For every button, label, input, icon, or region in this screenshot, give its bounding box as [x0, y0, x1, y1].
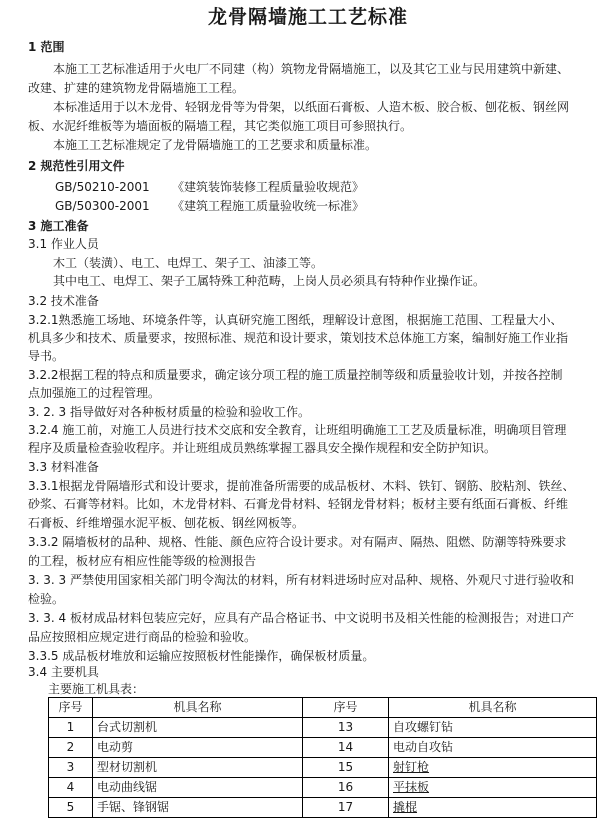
section-3-3-5: 3.3.5 成品板材堆放和运输应按照板材性能操作，确保板材质量。 — [28, 649, 375, 663]
tool-name-cell: 型材切割机 — [93, 758, 303, 778]
section-3-3-2-line-1: 3.3.2 隔墙板材的品种、规格、性能、颜色应符合设计要求。对有隔声、隔热、阻燃、防潮等特殊要求 — [28, 535, 567, 549]
serial-cell: 5 — [49, 798, 93, 818]
table-row — [49, 718, 597, 738]
section-3-3-1-line-1: 3.3.1根据龙骨隔墙形式和设计要求，提前准备所需要的成品板材、木料、铁钉、钢筋、胶粘剂、铁丝、 — [28, 479, 575, 493]
section-1-heading: 1 范围 — [28, 40, 65, 54]
tool-name-cell: 射钉枪 — [389, 758, 597, 778]
section-3-3-3-line-2: 检验。 — [28, 592, 65, 606]
table-header-row — [49, 698, 597, 718]
reference-name: 《建筑装饰装修工程质量验收规范》 — [172, 180, 365, 194]
serial-cell: 1 — [49, 718, 93, 738]
section-3-3-1-line-3: 石膏板、纤维增强水泥平板、刨花板、钢丝网板等。 — [28, 516, 305, 530]
table-caption: 主要施工机具表： — [48, 682, 145, 696]
section-1-paragraph-2-line-2: 板、水泥纤维板等为墙面板的隔墙工程，其它类似施工项目可参照执行。 — [28, 119, 413, 133]
tool-name-cell: 撬棍 — [389, 798, 597, 818]
tools-table — [48, 697, 597, 818]
section-1-paragraph-1-line-2: 改建、扩建的建筑物龙骨隔墙施工工程。 — [28, 81, 245, 95]
serial-cell: 17 — [303, 798, 389, 818]
document-title: 龙骨隔墙施工工艺标准 — [207, 6, 408, 28]
header-tool-name: 机具名称 — [93, 698, 303, 718]
serial-cell: 14 — [303, 738, 389, 758]
reference-code: GB/50300-2001 — [55, 199, 150, 213]
section-3-1-paragraph-2: 其中电工、电焊工、架子工属特殊工种范畴，上岗人员必须具有特种作业操作证。 — [53, 274, 486, 288]
section-3-2-1-line-1: 3.2.1熟悉施工场地、环境条件等，认真研究施工图纸，理解设计意图，根据施工范围、工程量大小、 — [28, 313, 563, 327]
section-1-paragraph-3: 本施工工艺标准规定了龙骨隔墙施工的工艺要求和质量标准。 — [53, 138, 378, 152]
tool-name-cell: 自攻螺钉钻 — [389, 718, 597, 738]
reference-name: 《建筑工程施工质量验收统一标准》 — [172, 199, 365, 213]
section-2-heading: 2 规范性引用文件 — [28, 159, 125, 173]
section-3-3-3-line-1: 3. 3. 3 严禁使用国家相关部门明令淘汰的材料，所有材料进场时应对品种、规格、外观尺寸进行验收和 — [28, 573, 574, 587]
section-3-3-4-line-1: 3. 3. 4 板材成品材料包装应完好，应具有产品合格证书、中文说明书及相关性能的检测报告；对进口产 — [28, 611, 574, 625]
section-3-2-1-line-3: 导书。 — [28, 349, 65, 363]
section-3-1-paragraph-1: 木工（装潢）、电工、电焊工、架子工、油漆工等。 — [53, 256, 324, 270]
section-3-heading: 3 施工准备 — [28, 219, 89, 233]
tool-name-cell: 电动自攻钻 — [389, 738, 597, 758]
serial-cell: 3 — [49, 758, 93, 778]
section-1-paragraph-1-line-1: 本施工工艺标准适用于火电厂不同建（构）筑物龙骨隔墙施工，以及其它工业与民用建筑中新建、 — [53, 62, 570, 76]
serial-cell: 13 — [303, 718, 389, 738]
section-3-3-1-line-2: 砂浆、石膏等材料。比如，木龙骨材料、石膏龙骨材料、轻钢龙骨材料；板材主要有纸面石膏板、纤维 — [28, 497, 569, 511]
tool-name-cell: 手锯、锋钢锯 — [93, 798, 303, 818]
section-3-2-heading: 3.2 技术准备 — [28, 294, 99, 308]
serial-cell: 15 — [303, 758, 389, 778]
section-3-2-2-line-2: 点加强施工的过程管理。 — [28, 386, 161, 400]
table-row — [49, 798, 597, 818]
table-row — [49, 758, 597, 778]
section-3-2-4-line-2: 程序及质量检查验收程序。并让班组成员熟练掌握工器具安全操作规程和安全防护知识。 — [28, 441, 497, 455]
section-3-2-2-line-1: 3.2.2根据工程的特点和质量要求，确定该分项工程的施工质量控制等级和质量验收计划，并按各控制 — [28, 368, 563, 382]
serial-cell: 16 — [303, 778, 389, 798]
table-row — [49, 738, 597, 758]
table-row — [49, 778, 597, 798]
section-3-1-heading: 3.1 作业人员 — [28, 237, 99, 251]
header-serial-number: 序号 — [49, 698, 93, 718]
header-tool-name: 机具名称 — [389, 698, 597, 718]
serial-cell: 4 — [49, 778, 93, 798]
serial-cell: 2 — [49, 738, 93, 758]
section-3-4-heading: 3.4 主要机具 — [28, 665, 99, 679]
section-3-2-4-line-1: 3.2.4 施工前，对施工人员进行技术交底和安全教育，让班组明确施工工艺及质量标准，明确项目管理 — [28, 423, 567, 437]
tool-name-cell: 电动曲线锯 — [93, 778, 303, 798]
section-3-3-heading: 3.3 材料准备 — [28, 460, 99, 474]
section-3-3-4-line-2: 品应按照相应规定进行商品的检验和验收。 — [28, 630, 257, 644]
tool-name-cell: 平抹板 — [389, 778, 597, 798]
section-3-2-1-line-2: 机具多少和技术、质量要求，按照标准、规范和设计要求，策划技术总体施工方案，编制好施工作业指 — [28, 331, 569, 345]
tool-name-cell: 电动剪 — [93, 738, 303, 758]
section-3-3-2-line-2: 的工程，板材应有相应性能等级的检测报告 — [28, 554, 257, 568]
section-3-2-3: 3. 2. 3 指导做好对各种板材质量的检验和验收工作。 — [28, 405, 310, 419]
reference-code: GB/50210-2001 — [55, 180, 150, 194]
header-serial-number: 序号 — [303, 698, 389, 718]
tool-name-cell: 台式切割机 — [93, 718, 303, 738]
section-1-paragraph-2-line-1: 本标准适用于以木龙骨、轻钢龙骨等为骨架，以纸面石膏板、人造木板、胶合板、刨花板、钢丝网 — [53, 100, 570, 114]
